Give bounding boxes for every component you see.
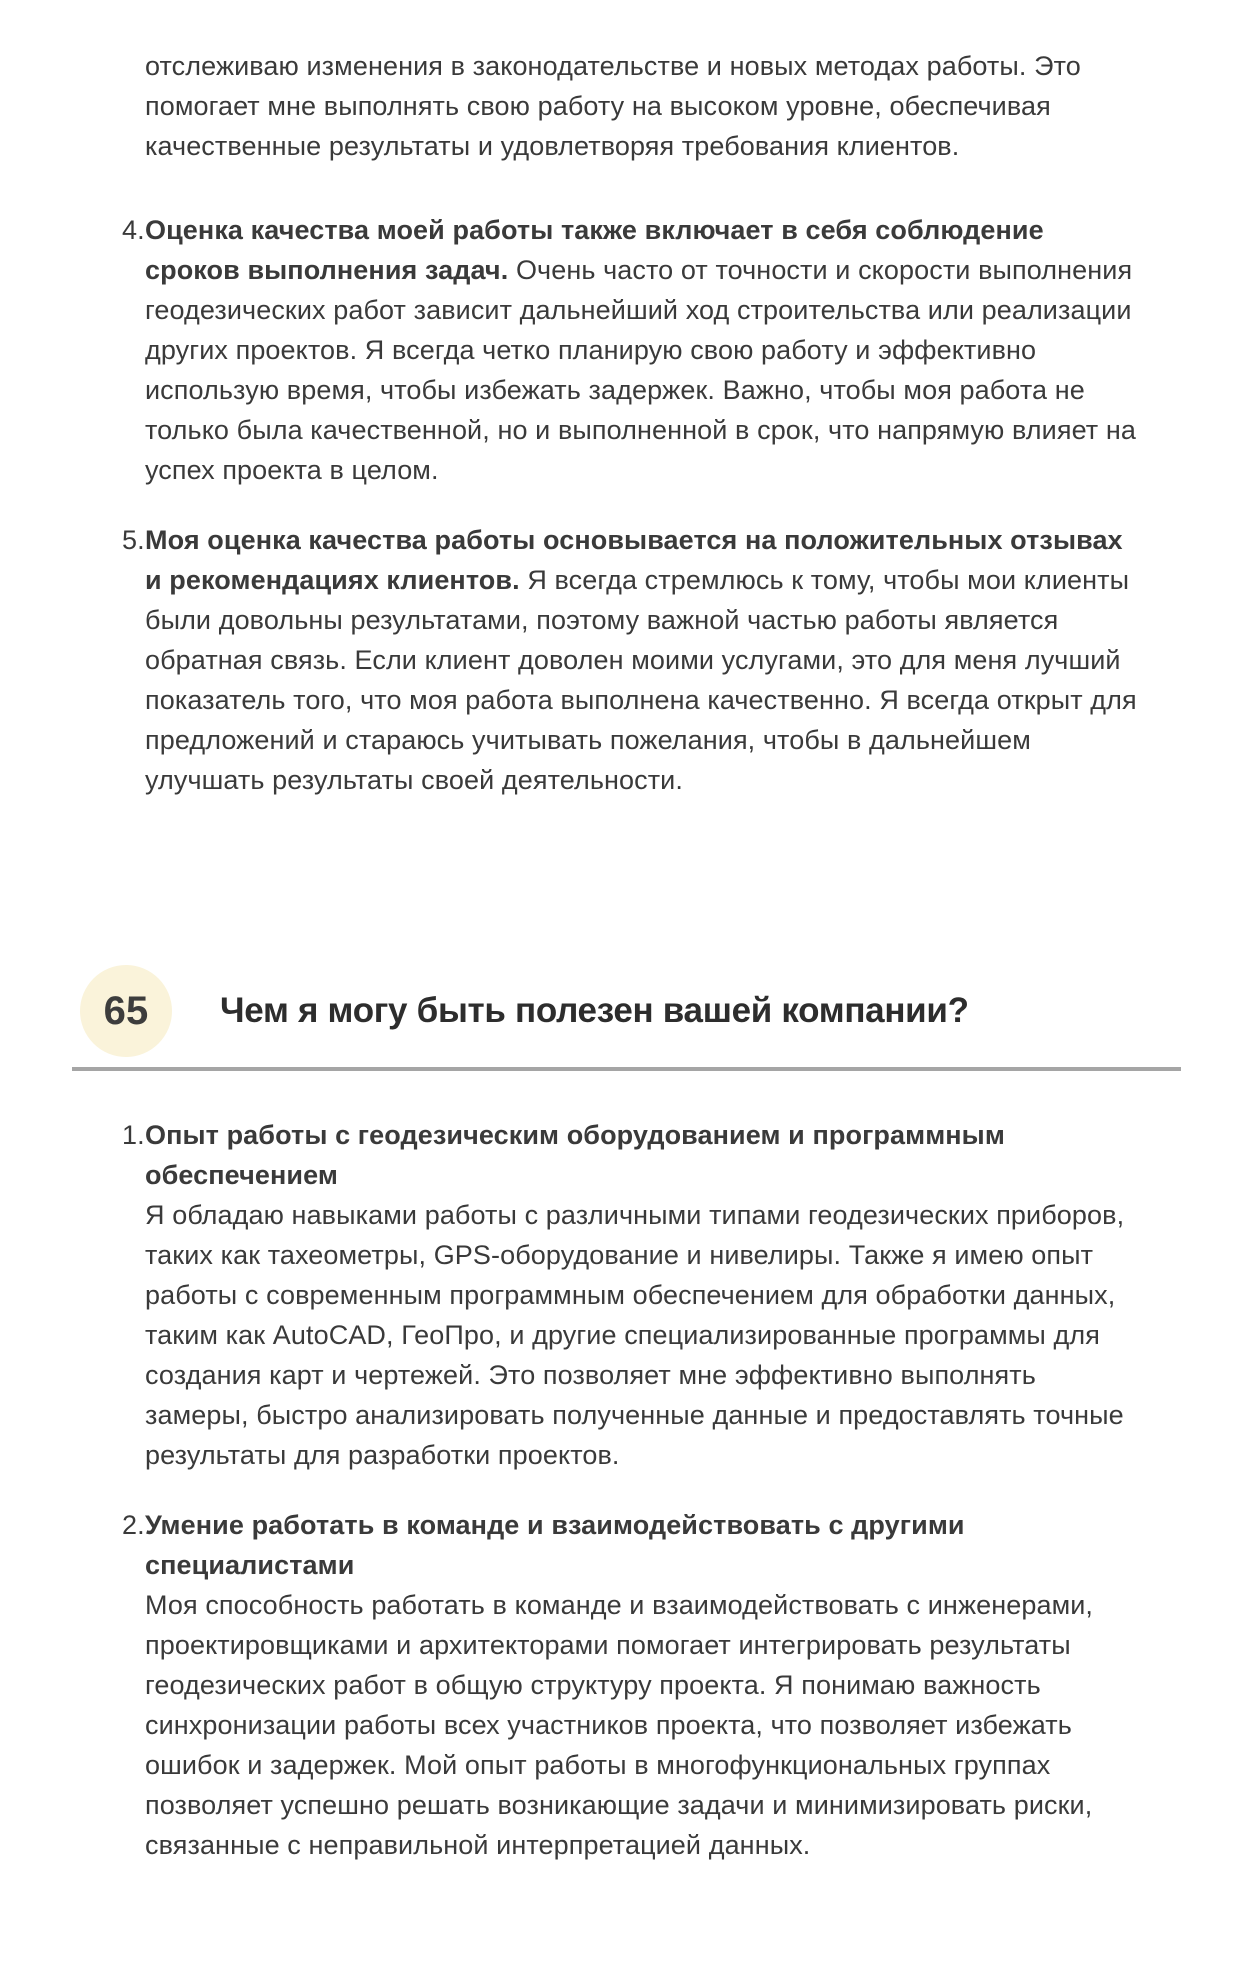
list-item-number: 4.	[122, 215, 145, 245]
list-item-bold-lead: Оценка качества моей работы также включает в себя соблюдение сроков выполнения задач.	[145, 215, 1044, 285]
list-item-1	[122, 1115, 1140, 1475]
list-item-text	[145, 210, 1140, 490]
list-item-number: 2.	[122, 1510, 145, 1540]
list-item-5	[122, 520, 1140, 800]
list-item-number: 5.	[122, 525, 145, 555]
list-item-text	[145, 1115, 1140, 1475]
continuation-paragraph: отслеживаю изменения в законодательстве и новых методах работы. Это помогает мне выполнять свою работу на высоком уровне, обеспечивая качественные результаты и удовлетворяя требования клиентов.	[145, 51, 1081, 161]
list-item-headline: Опыт работы с геодезическим оборудованием и программным обеспечением	[145, 1120, 1005, 1190]
list-item-body-text: Очень часто от точности и скорости выполнения геодезических работ зависит дальнейший ход строительства или реализации других проектов. Я всегда четко планирую свою работу и эффективно использую время, чтобы избежать задержек. Важно, чтобы моя работа не только была качественной, но и выполненной в срок, что напрямую влияет на успех проекта в целом.	[145, 255, 1136, 485]
list-item-4	[122, 210, 1140, 490]
list-item-text	[145, 520, 1140, 800]
question-number: 65	[103, 989, 149, 1033]
list-item-headline: Умение работать в команде и взаимодействовать с другими специалистами	[145, 1510, 965, 1580]
section-title: Чем я могу быть полезен вашей компании?	[220, 991, 969, 1030]
list-item-bold-lead: Моя оценка качества работы основывается на положительных отзывах и рекомендациях клиентов.	[145, 525, 1123, 595]
list-item-body-text: Я обладаю навыками работы с различными типами геодезических приборов, таких как тахеометры, GPS-оборудование и нивелиры. Также я имею опыт работы с современным программным обеспечением для обработки данных, таким как AutoCAD, ГеоПро, и другие специализированные программы для создания карт и чертежей. Это позволяет мне эффективно выполнять замеры, быстро анализировать полученные данные и предоставлять точные результаты для разработки проектов.	[145, 1200, 1125, 1470]
section-header	[80, 965, 1140, 1057]
list-item-number: 1.	[122, 1120, 145, 1150]
question-number-badge	[80, 965, 172, 1057]
list-item-text	[145, 1505, 1140, 1865]
list-item-body-text: Я всегда стремлюсь к тому, чтобы мои клиенты были довольны результатами, поэтому важной частью работы является обратная связь. Если клиент доволен моими услугами, это для меня лучший показатель того, что моя работа выполнена качественно. Я всегда открыт для предложений и стараюсь учитывать пожелания, чтобы в дальнейшем улучшать результаты своей деятельности.	[145, 565, 1137, 795]
list-item-2	[122, 1505, 1140, 1865]
section-divider	[72, 1067, 1181, 1071]
list-item-body-text: Моя способность работать в команде и взаимодействовать с инженерами, проектировщиками и архитекторами помогает интегрировать результаты геодезических работ в общую структуру проекта. Я понимаю важность синхронизации работы всех участников проекта, что позволяет избежать ошибок и задержек. Мой опыт работы в многофункциональных группах позволяет успешно решать возникающие задачи и минимизировать риски, связанные с неправильной интерпретацией данных.	[145, 1590, 1094, 1860]
